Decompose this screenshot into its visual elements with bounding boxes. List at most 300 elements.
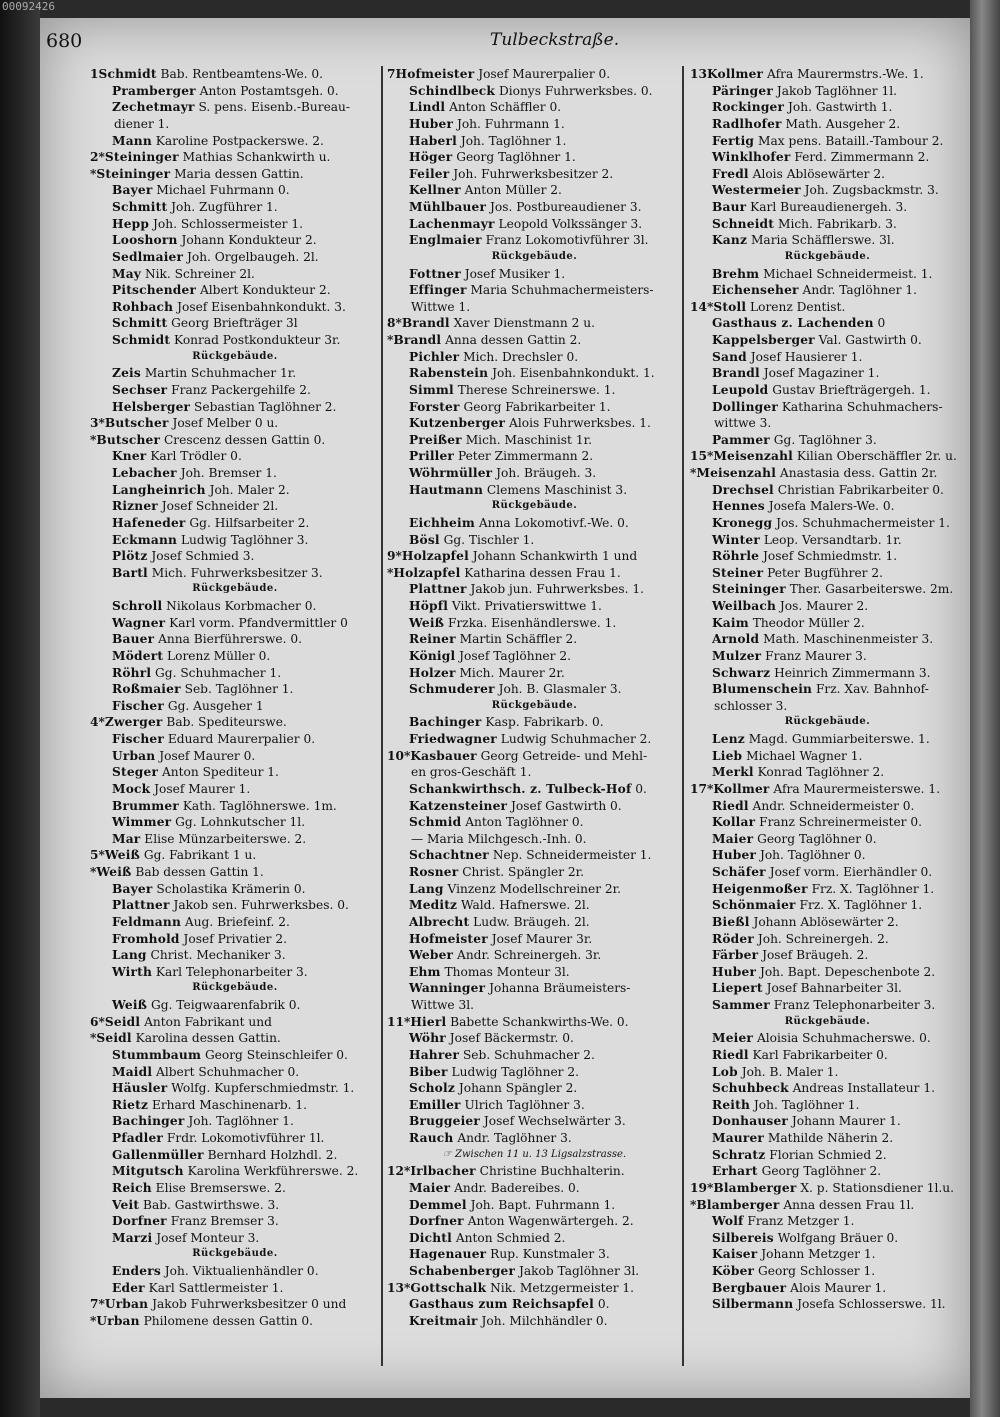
entry-text: Josef Melber 0 u.	[172, 416, 279, 431]
entry-text: Wolfgang Bräuer 0.	[777, 1230, 899, 1245]
entry-text: Anton Taglöhner 0.	[465, 815, 584, 830]
directory-entry	[690, 299, 965, 316]
entry-text: Jos. Schuhmachermeister 1.	[776, 515, 950, 530]
house-number: *	[90, 166, 97, 181]
directory-entry	[690, 532, 965, 549]
directory-entry	[90, 216, 380, 233]
resident-surname: Seidl	[104, 1014, 141, 1029]
entry-text: Michael Wagner 1.	[746, 748, 863, 763]
entry-text: Josef Schmiedmstr. 1.	[763, 549, 898, 564]
entry-text: Georg Getreide- und Mehl-	[480, 748, 648, 763]
resident-surname: Roßmaier	[112, 682, 181, 697]
directory-entry	[90, 681, 380, 698]
entry-text: Rup. Kunstmaler 3.	[490, 1247, 610, 1262]
entry-text: Christ. Spängler 2r.	[462, 865, 585, 879]
entry-text: Vinzenz Modellschreiner 2r.	[447, 881, 622, 896]
resident-surname: Huber	[712, 964, 757, 979]
page-title: Tulbeckstraße.	[490, 30, 620, 50]
entry-text: Josef Schmied 3.	[151, 549, 255, 564]
resident-surname: Langheinrich	[112, 482, 206, 497]
directory-entry	[690, 1080, 965, 1097]
entry-text: Karolina dessen Gattin.	[135, 1031, 281, 1046]
directory-entry	[90, 1097, 380, 1114]
directory-entry	[90, 99, 380, 116]
directory-entry	[90, 182, 380, 199]
directory-entry	[387, 116, 682, 133]
entry-text: Therese Schreinerswe. 1.	[457, 382, 616, 397]
house-number: 7*	[90, 1297, 105, 1312]
resident-surname: Blamberger	[696, 1197, 780, 1212]
entry-text: Johann Ablösewärter 2.	[753, 914, 899, 929]
entry-text: Jakob sen. Fuhrwerksbes. 0.	[173, 898, 349, 913]
entry-text: Joh. Bremser 1.	[180, 466, 277, 480]
resident-surname: Reich	[112, 1180, 152, 1195]
resident-surname: Veit	[112, 1197, 140, 1212]
entry-text: Karl Bureaudienergeh. 3.	[750, 200, 908, 214]
resident-surname: Urban	[104, 1297, 149, 1312]
resident-surname: Butscher	[96, 432, 161, 447]
resident-surname: Radlhofer	[712, 116, 782, 131]
resident-surname: Emiller	[409, 1097, 461, 1112]
entry-text: Wald. Hafnerswe. 2l.	[461, 898, 590, 913]
resident-surname: Zwerger	[104, 715, 163, 730]
directory-entry	[690, 448, 965, 465]
resident-surname: Rohbach	[112, 299, 174, 314]
directory-entry	[90, 1130, 380, 1147]
resident-surname: Schachtner	[409, 848, 489, 863]
directory-entry	[90, 565, 380, 582]
entry-text: S. pens. Eisenb.-Bureau-	[198, 100, 351, 115]
directory-entry	[387, 598, 682, 615]
entry-text: Gg. Taglöhner 3.	[773, 432, 877, 447]
entry-text: Alois Fuhrwerksbes. 1.	[509, 416, 651, 431]
resident-surname: Gasthaus zum Reichsapfel	[409, 1297, 594, 1312]
entry-text: Bernhard Holzhdl. 2.	[207, 1147, 338, 1162]
entry-text: Josefa Schlosserswe. 1l.	[797, 1297, 946, 1312]
resident-surname: Sammer	[712, 998, 770, 1012]
house-number: 1	[90, 67, 99, 81]
directory-entry	[90, 1080, 380, 1097]
resident-surname: Mann	[112, 133, 152, 148]
resident-surname: Ehm	[409, 964, 441, 979]
resident-surname: Helsberger	[112, 399, 191, 414]
resident-surname: Lob	[712, 1064, 738, 1079]
resident-surname: Bießl	[712, 914, 750, 929]
entry-text: Josef Hausierer 1.	[750, 349, 863, 364]
house-number: 13*	[387, 1280, 411, 1295]
directory-entry	[690, 482, 965, 499]
directory-entry	[690, 914, 965, 931]
entry-text: 0	[877, 316, 886, 331]
house-number: 9*	[387, 549, 402, 564]
directory-entry	[690, 282, 965, 299]
entry-text: Joh. Zugsbackmstr. 3.	[804, 183, 939, 198]
directory-entry	[387, 881, 682, 898]
entry-text: Ther. Gasarbeiterswe. 2m.	[789, 582, 954, 597]
entry-continuation	[387, 831, 682, 848]
entry-text: Josef Maurer 0.	[159, 748, 256, 763]
resident-surname: Maidl	[112, 1064, 153, 1079]
resident-surname: Päringer	[712, 83, 773, 98]
resident-surname: Weilbach	[712, 599, 777, 613]
resident-surname: Feldmann	[112, 914, 182, 929]
resident-surname: Holzer	[409, 665, 456, 680]
directory-entry	[90, 532, 380, 549]
entry-text: Andr. Schneidermeister 0.	[752, 798, 915, 813]
resident-surname: Irlbacher	[410, 1164, 476, 1179]
entry-text: Anton Fabrikant und	[144, 1014, 272, 1029]
directory-entry	[387, 1263, 682, 1280]
entry-continuation	[387, 764, 682, 781]
resident-surname: Maier	[409, 1180, 451, 1195]
entry-text: Joh. Zugführer 1.	[171, 200, 278, 214]
resident-surname: Kanz	[712, 233, 748, 248]
resident-surname: Hierl	[410, 1014, 447, 1029]
resident-surname: Schmidt	[98, 67, 157, 81]
resident-surname: Bachinger	[112, 1114, 185, 1129]
entry-text: Josef Wechselwärter 3.	[483, 1114, 626, 1129]
directory-entry	[690, 731, 965, 748]
directory-entry	[90, 1163, 380, 1180]
entry-text: Michael Schneidermeist. 1.	[763, 266, 933, 281]
resident-surname: Schindlbeck	[409, 83, 496, 98]
entry-text: Mich. Fabrikarb. 3.	[777, 216, 897, 231]
entry-text: Johann Maurer 1.	[791, 1114, 901, 1129]
directory-entry	[387, 365, 682, 382]
resident-surname: Kasbauer	[410, 748, 477, 763]
directory-entry	[387, 1296, 682, 1313]
resident-surname: Schmuderer	[409, 682, 495, 697]
resident-surname: Eder	[112, 1280, 145, 1295]
directory-entry	[387, 964, 682, 981]
entry-text: Kilian Oberschäffler 2r. u.	[796, 449, 957, 464]
entry-text: Christine Buchhalterin.	[479, 1164, 625, 1179]
resident-surname: Huber	[712, 848, 757, 863]
entry-text: Ludwig Taglöhner 2.	[451, 1064, 579, 1079]
entry-text: Anna Bierführerswe. 0.	[158, 632, 302, 647]
directory-entry	[690, 864, 965, 881]
directory-entry	[690, 1097, 965, 1114]
directory-entry	[387, 947, 682, 964]
cross-reference-note: ☞ Zwischen 11 u. 13 Ligsalzstrasse.	[442, 1148, 627, 1160]
directory-entry	[90, 332, 380, 349]
resident-surname: Hofmeister	[409, 931, 488, 946]
directory-entry	[90, 748, 380, 765]
resident-surname: Sechser	[112, 382, 168, 397]
directory-entry	[90, 698, 380, 715]
house-number: 11*	[387, 1014, 411, 1029]
resident-surname: Dichtl	[409, 1230, 452, 1245]
resident-surname: Hofmeister	[395, 67, 475, 81]
resident-surname: Dorfner	[409, 1214, 464, 1229]
resident-surname: Schwarz	[712, 665, 771, 680]
directory-entry	[387, 1064, 682, 1081]
resident-surname: Zechetmayr	[112, 100, 195, 115]
directory-entry	[90, 66, 380, 83]
entry-text: Josef Eisenbahnkondukt. 3.	[177, 299, 346, 314]
entry-text: Alois Ablösewärter 2.	[752, 166, 885, 181]
house-number: 5*	[90, 848, 105, 863]
directory-entry	[387, 814, 682, 831]
entry-text: Franz Telephonarbeiter 3.	[773, 998, 936, 1012]
resident-surname: Liepert	[712, 981, 763, 996]
resident-surname: Lieb	[712, 748, 743, 763]
entry-text: Babette Schankwirths-We. 0.	[450, 1014, 629, 1029]
directory-entry	[690, 581, 965, 598]
directory-entry	[90, 1047, 380, 1064]
entry-text: Josef Monteur 3.	[156, 1230, 260, 1245]
house-number: *	[690, 1197, 697, 1212]
directory-entry	[690, 598, 965, 615]
entry-text: Xaver Dienstmann 2 u.	[453, 316, 595, 331]
resident-surname: Meisenzahl	[713, 449, 794, 464]
resident-surname: Röhrle	[712, 549, 760, 564]
directory-entry	[90, 448, 380, 465]
directory-entry	[90, 432, 380, 449]
entry-text: Florian Schmied 2.	[769, 1147, 887, 1162]
directory-entry	[90, 382, 380, 399]
column-rule	[381, 66, 383, 1366]
resident-surname: Lang	[112, 948, 147, 963]
directory-entry	[90, 199, 380, 216]
directory-entry	[387, 332, 682, 349]
directory-entry	[690, 149, 965, 166]
resident-surname: Stoll	[713, 299, 747, 314]
entry-text: Bab. Spediteurswe.	[166, 715, 287, 730]
directory-entry	[690, 831, 965, 848]
directory-entry	[690, 565, 965, 582]
resident-surname: Bruggeier	[409, 1114, 480, 1129]
entry-text: Karoline Postpackerswe. 2.	[155, 133, 324, 148]
entry-text: Anna dessen Gattin 2.	[445, 333, 582, 347]
directory-entry	[387, 1246, 682, 1263]
house-number: 6*	[90, 1014, 105, 1029]
directory-entry	[690, 681, 965, 698]
entry-continuation	[387, 299, 682, 316]
entry-text: Wittwe 1.	[411, 299, 471, 314]
resident-surname: Mühlbauer	[409, 200, 487, 214]
entry-text: Thomas Monteur 3l.	[444, 964, 570, 979]
entry-text: Joh. B. Glasmaler 3.	[498, 682, 622, 697]
entry-text: Nik. Schreiner 2l.	[144, 266, 255, 281]
directory-entry	[90, 665, 380, 682]
entry-text: Martin Schuhmacher 1r.	[144, 366, 297, 381]
directory-entry	[387, 66, 682, 83]
entry-text: Mathias Schankwirth u.	[182, 150, 331, 165]
directory-entry	[90, 1113, 380, 1130]
resident-surname: Kner	[112, 449, 147, 464]
resident-surname: Pramberger	[112, 83, 196, 98]
resident-surname: Rietz	[112, 1097, 149, 1112]
resident-surname: Köber	[712, 1264, 755, 1278]
resident-surname: Fischer	[112, 698, 165, 713]
resident-surname: Plattner	[112, 898, 170, 913]
resident-surname: Meditz	[409, 898, 458, 913]
resident-surname: Steger	[112, 765, 159, 780]
directory-entry	[90, 615, 380, 632]
resident-surname: Maurer	[712, 1131, 765, 1145]
directory-entry	[690, 515, 965, 532]
resident-surname: Wöhr	[409, 1031, 446, 1046]
resident-surname: Wöhrmüller	[409, 466, 493, 480]
resident-surname: Mulzer	[712, 648, 762, 663]
resident-surname: Katzensteiner	[409, 798, 508, 813]
section-heading: Rückgebäude.	[192, 583, 278, 595]
directory-entry	[690, 266, 965, 283]
directory-entry	[690, 615, 965, 632]
directory-entry	[387, 665, 682, 682]
resident-surname: Hennes	[712, 499, 765, 514]
entry-text: Crescenz dessen Gattin 0.	[163, 432, 326, 447]
entry-text: Katharina Schuhmachers-	[781, 399, 943, 414]
resident-surname: Schmid	[409, 815, 462, 830]
resident-surname: Gallenmüller	[112, 1147, 204, 1162]
entry-text: Joh. Bräugeh. 3.	[496, 466, 597, 480]
resident-surname: Kaim	[712, 615, 749, 630]
entry-text: 0.	[635, 781, 647, 796]
entry-continuation	[387, 997, 682, 1014]
entry-text: Ferd. Zimmermann 2.	[794, 150, 930, 165]
entry-text: Jakob Taglöhner 3l.	[519, 1264, 640, 1278]
entry-text: Martin Schäffler 2.	[459, 632, 578, 647]
entry-text: Andr. Schreinergeh. 3r.	[457, 948, 602, 963]
directory-column-3	[690, 66, 965, 1313]
entry-text: Georg Taglöhner 2.	[761, 1164, 882, 1179]
resident-surname: Blumenschein	[712, 682, 813, 697]
entry-text: Mich. Maschinist 1r.	[465, 432, 592, 447]
entry-text: Andr. Taglöhner 1.	[802, 283, 917, 298]
directory-entry	[90, 498, 380, 515]
resident-surname: Rockinger	[712, 100, 785, 115]
directory-entry	[387, 315, 682, 332]
entry-text: Jakob jun. Fuhrwerksbes. 1.	[470, 582, 644, 597]
section-heading: Rückgebäude.	[491, 250, 578, 262]
directory-entry	[90, 1030, 380, 1047]
resident-surname: Fromhold	[112, 931, 180, 946]
entry-text: Josef vorm. Eierhändler 0.	[769, 865, 933, 879]
entry-text: wittwe 3.	[714, 416, 772, 431]
directory-entry	[387, 382, 682, 399]
directory-entry	[690, 1263, 965, 1280]
entry-text: Aloisia Schuhmacherswe. 0.	[756, 1031, 931, 1046]
entry-text: Karolina Werkführerswe. 2.	[187, 1164, 359, 1179]
resident-surname: Fredl	[712, 166, 749, 181]
entry-text: Maria dessen Gattin.	[174, 166, 304, 181]
directory-entry	[90, 781, 380, 798]
entry-text: Josefa Malers-We. 0.	[768, 499, 895, 514]
directory-entry	[387, 581, 682, 598]
directory-entry	[90, 1197, 380, 1214]
entry-text: Johann Metzger 1.	[761, 1247, 876, 1262]
directory-entry	[90, 548, 380, 565]
resident-surname: Hafeneder	[112, 515, 186, 530]
entry-text: Joh. Taglöhner 1.	[188, 1114, 294, 1129]
resident-surname: Bösl	[409, 532, 440, 547]
entry-text: X. p. Stationsdiener 1l.u.	[800, 1180, 954, 1195]
directory-entry	[690, 116, 965, 133]
resident-surname: Steininger	[712, 582, 786, 597]
resident-surname: Rosner	[409, 865, 459, 879]
directory-entry	[90, 1280, 380, 1297]
entry-text: Max pens. Bataill.-Tambour 2.	[758, 133, 944, 148]
directory-entry	[90, 315, 380, 332]
entry-text: Konrad Taglöhner 2.	[757, 765, 885, 780]
directory-entry	[387, 748, 682, 765]
directory-entry	[387, 182, 682, 199]
resident-surname: Weiß	[96, 865, 132, 879]
entry-text: Nik. Metzgermeister 1.	[490, 1280, 635, 1295]
entry-text: Math. Ausgeher 2.	[785, 116, 901, 131]
directory-entry	[690, 349, 965, 366]
resident-surname: Hautmann	[409, 482, 484, 497]
directory-entry	[387, 864, 682, 881]
directory-entry	[387, 631, 682, 648]
entry-text: Wolfg. Kupferschmiedmstr. 1.	[171, 1081, 355, 1096]
entry-text: Elise Bremserswe. 2.	[155, 1180, 286, 1195]
directory-entry	[90, 631, 380, 648]
scan-id: 00092426	[2, 0, 55, 13]
directory-entry	[690, 814, 965, 831]
directory-entry	[690, 1197, 965, 1214]
resident-surname: Schmitt	[112, 200, 168, 214]
entry-text: Kath. Taglöhnerswe. 1m.	[182, 798, 337, 813]
directory-entry	[690, 1047, 965, 1064]
directory-entry	[387, 133, 682, 150]
entry-text: Maria Schäfflerswe. 3l.	[750, 233, 895, 248]
resident-surname: Reith	[712, 1097, 751, 1112]
resident-surname: Drechsel	[712, 482, 774, 497]
entry-text: Franz Schreinermeister 0.	[759, 815, 923, 830]
resident-surname: Wolf	[712, 1214, 744, 1229]
directory-entry	[387, 482, 682, 499]
entry-text: Jakob Taglöhner 1l.	[776, 83, 898, 98]
directory-entry	[387, 232, 682, 249]
entry-text: Maria Schuhmachermeisters-	[470, 283, 654, 298]
directory-entry	[90, 598, 380, 615]
directory-entry	[387, 216, 682, 233]
resident-surname: Plötz	[112, 549, 148, 564]
entry-text: Josef Bäckermstr. 0.	[449, 1031, 574, 1046]
entry-text: Karl Sattlermeister 1.	[148, 1280, 284, 1295]
resident-surname: Höpfl	[409, 599, 449, 613]
resident-surname: Marzi	[112, 1230, 153, 1245]
section-heading: Rückgebäude.	[784, 250, 871, 262]
resident-surname: Kutzenberger	[409, 416, 506, 431]
directory-entry	[690, 332, 965, 349]
directory-entry	[690, 798, 965, 815]
directory-entry	[90, 1313, 380, 1330]
resident-surname: Mock	[112, 781, 151, 796]
entry-text: Joh. Taglöhner 1.	[460, 133, 567, 148]
entry-text: Franz Maurer 3.	[765, 648, 867, 663]
section-heading: Rückgebäude.	[192, 350, 278, 362]
directory-entry	[90, 299, 380, 316]
directory-entry	[387, 83, 682, 100]
directory-column-2	[387, 66, 682, 1330]
entry-text: Bab. Gastwirthswe. 3.	[143, 1197, 280, 1212]
entry-text: Vikt. Privatierswittwe 1.	[451, 599, 602, 613]
resident-surname: Lebacher	[112, 466, 177, 480]
directory-entry	[387, 465, 682, 482]
entry-text: Peter Zimmermann 2.	[457, 449, 594, 464]
resident-surname: Erhart	[712, 1164, 758, 1179]
resident-surname: Pfadler	[112, 1131, 164, 1145]
entry-text: 0.	[597, 1297, 610, 1312]
resident-surname: Kaiser	[712, 1247, 758, 1262]
entry-text: Frz. X. Taglöhner 1.	[799, 898, 923, 913]
directory-entry	[690, 881, 965, 898]
directory-entry	[387, 714, 682, 731]
